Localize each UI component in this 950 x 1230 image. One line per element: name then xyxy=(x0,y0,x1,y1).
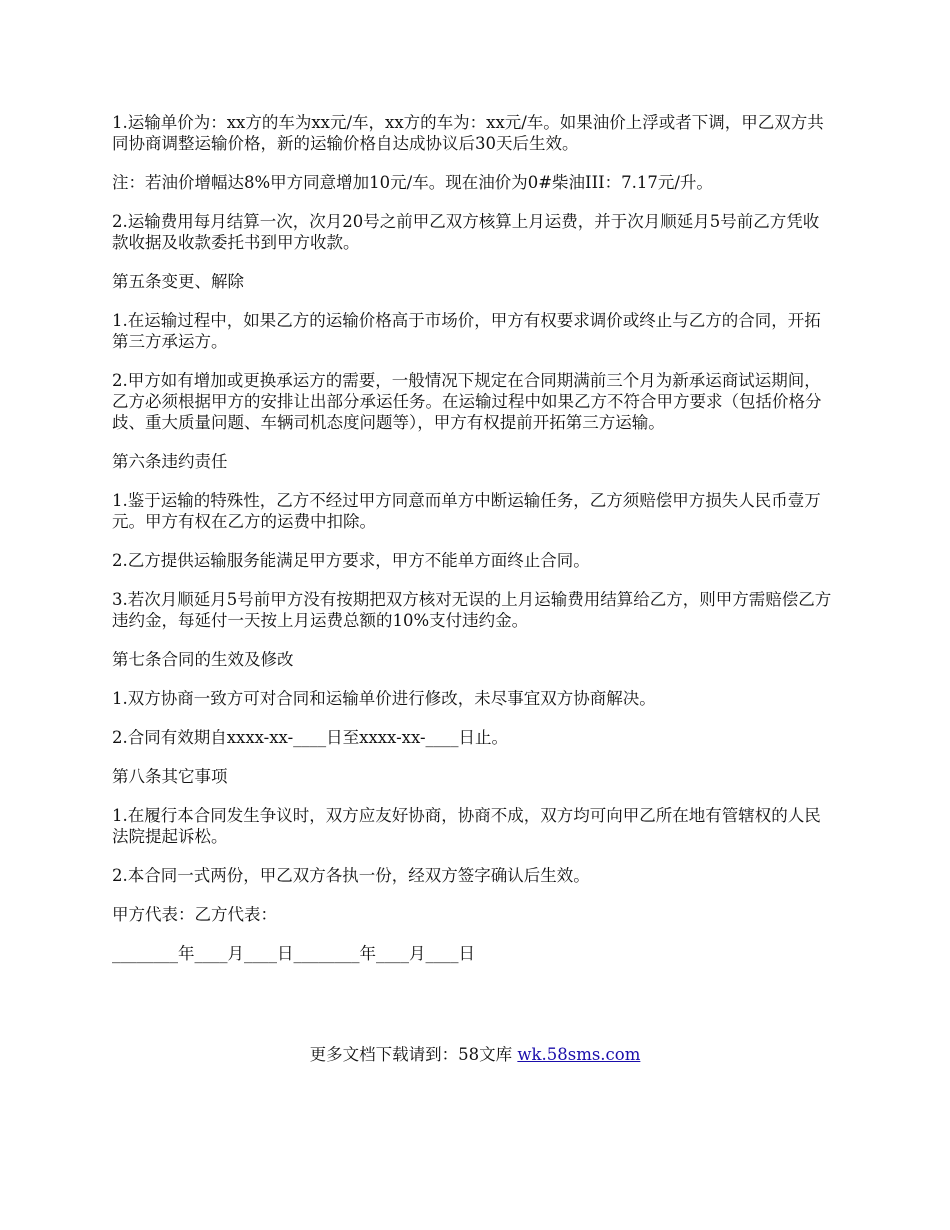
paragraph-note-oil-price: 注：若油价增幅达8%甲方同意增加10元/车。现在油价为0#柴油III：7.17元/升。 xyxy=(112,173,713,192)
heading-article-7: 第七条合同的生效及修改 xyxy=(112,650,294,669)
paragraph-6-1: 1.鉴于运输的特殊性，乙方不经过甲方同意而单方中断运输任务，乙方须赔偿甲方损失人民币壹万元。甲方有权在乙方的运费中扣除。 xyxy=(112,491,821,531)
paragraph-6-3: 3.若次月顺延月5号前甲方没有按期把双方核对无误的上月运输费用结算给乙方，则甲方需赔偿乙方违约金，每延付一天按上月运费总额的10%支付违约金。 xyxy=(112,590,832,630)
heading-article-8: 第八条其它事项 xyxy=(112,767,228,786)
paragraph-unit-price: 1.运输单价为：xx方的车为xx元/车，xx方的车为：xx元/车。如果油价上浮或者下调，甲乙双方共同协商调整运输价格，新的运输价格自达成协议后30天后生效。 xyxy=(112,113,824,153)
footer xyxy=(0,1044,950,1065)
signature-representatives: 甲方代表：乙方代表： xyxy=(112,905,277,924)
paragraph-8-1: 1.在履行本合同发生争议时，双方应友好协商，协商不成，双方均可向甲乙所在地有管辖权的人民法院提起诉松。 xyxy=(112,806,821,846)
paragraph-settlement: 2.运输费用每月结算一次，次月20号之前甲乙双方核算上月运费，并于次月顺延月5号前乙方凭收款收据及收款委托书到甲方收款。 xyxy=(112,212,820,252)
heading-article-5: 第五条变更、解除 xyxy=(112,272,244,291)
document-body xyxy=(112,112,834,982)
footer-text: 更多文档下载请到：58文库 xyxy=(309,1045,513,1064)
paragraph-7-2: 2.合同有效期自xxxx-xx-____日至xxxx-xx-____日止。 xyxy=(112,728,509,747)
heading-article-6: 第六条违约责任 xyxy=(112,452,228,471)
signature-date-lines: ________年____月____日________年____月____日 xyxy=(112,944,475,963)
paragraph-6-2: 2.乙方提供运输服务能满足甲方要求，甲方不能单方面终止合同。 xyxy=(112,551,590,570)
paragraph-5-2: 2.甲方如有增加或更换承运方的需要，一般情况下规定在合同期满前三个月为新承运商试运期间，乙方必须根据甲方的安排让出部分承运任务。在运输过程中如果乙方不符合甲方要求（包括价格分歧、重大质量问题、车辆司机态度问题等），甲方有权提前开拓第三方运输。 xyxy=(112,371,822,432)
paragraph-7-1: 1.双方协商一致方可对合同和运输单价进行修改，未尽事宜双方协商解决。 xyxy=(112,689,656,708)
footer-link[interactable]: wk.58sms.com xyxy=(517,1045,641,1064)
paragraph-8-2: 2.本合同一式两份，甲乙双方各执一份，经双方签字确认后生效。 xyxy=(112,866,590,885)
paragraph-5-1: 1.在运输过程中，如果乙方的运输价格高于市场价，甲方有权要求调价或终止与乙方的合同，开拓第三方承运方。 xyxy=(112,311,821,351)
